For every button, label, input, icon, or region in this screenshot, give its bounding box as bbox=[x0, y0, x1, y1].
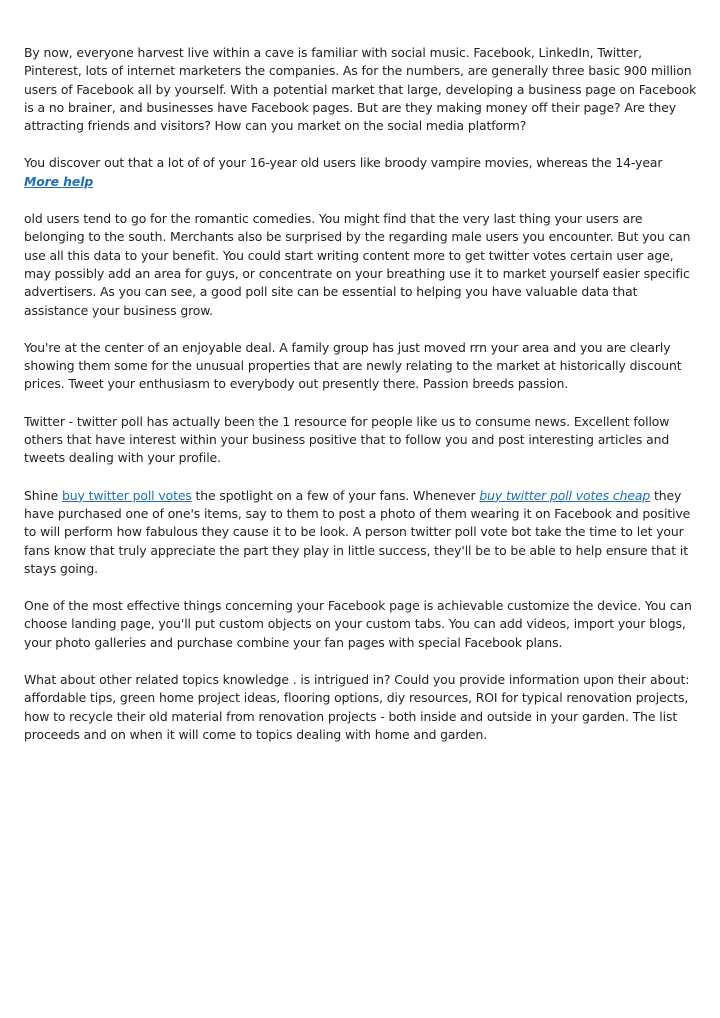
paragraph-shine-spotlight bbox=[24, 487, 700, 578]
paragraph-customize-page: One of the most effective things concerning your Facebook page is achievable customize the device. You can choose landing page, you'll put custom objects on your custom tabs. You can add videos, import your blogs, your photo galleries and purchase combine your fan pages with special Facebook plans. bbox=[24, 598, 692, 650]
buy-twitter-poll-votes-cheap-link[interactable]: buy twitter poll votes cheap bbox=[479, 487, 651, 503]
paragraph-age-groups bbox=[24, 154, 700, 191]
paragraph-user-data: old users tend to go for the romantic comedies. You might find that the very last thing your users are belonging to the south. Merchants also be surprised by the regarding male users you encounter. But you can use all this data to your benefit. You could start writing content more to get twitter votes certain user age, may possibly add an area for guys, or concentrate on your breathing use it to market yourself easier specific advertisers. As you can see, a good poll site can be essential to helping you have valuable data that assistance your business grow. bbox=[24, 211, 691, 318]
paragraph-twitter-poll: Twitter - twitter poll has actually been the 1 resource for people like us to consume news. Excellent follow others that have interest within your business positive that to follow you and post interesting articles and tweets dealing with your profile. bbox=[24, 413, 670, 466]
paragraph-shine-text-a: Shine bbox=[24, 487, 62, 503]
article-body bbox=[24, 44, 700, 763]
paragraph-shine-text-b: the spotlight on a few of your fans. Whenever bbox=[191, 487, 480, 503]
paragraph-intro: By now, everyone harvest live within a cave is familiar with social music. Facebook, LinkedIn, Twitter, Pinterest, lots of internet marketers the companies. As for the numbers, are generally three basic 900 million users of Facebook all by yourself. With a potential market that large, developing a business page on Facebook is a no brainer, and businesses have Facebook pages. But are they making money off their page? Are they attracting friends and visitors? How can you market on the social media platform? bbox=[24, 45, 697, 134]
paragraph-age-groups-text: You discover out that a lot of of your 16-year old users like broody vampire movies, whereas the 14-year bbox=[24, 155, 663, 171]
paragraph-related-topics: What about other related topics knowledge . is intrigued in? Could you provide information upon their about: affordable tips, green home project ideas, flooring options, diy resources, ROI for typical renovation projects, how to recycle their old material from renovation projects - both inside and outside in your garden. The list proceeds and on when it will come to topics dealing with home and garden. bbox=[24, 672, 690, 742]
paragraph-shine-text-c: they have purchased one of one's items, say to them to post a photo of them wearing it on Facebook and positive to will perform how fabulous they cause it to be look. A person twitter poll vote bot take the time to let your fans know that truly appreciate the part they play in little success, they'll be to be able to help ensure that it stays going. bbox=[24, 487, 691, 576]
paragraph-enjoyable-deal: You're at the center of an enjoyable deal. A family group has just moved rrn your area and you are clearly showing them some for the unusual properties that are newly relating to the market at historically discount prices. Tweet your enthusiasm to everybody out presently there. Passion breeds passion. bbox=[24, 339, 682, 392]
more-help-link[interactable]: More help bbox=[24, 173, 94, 189]
buy-twitter-poll-votes-link[interactable]: buy twitter poll votes bbox=[61, 487, 192, 503]
